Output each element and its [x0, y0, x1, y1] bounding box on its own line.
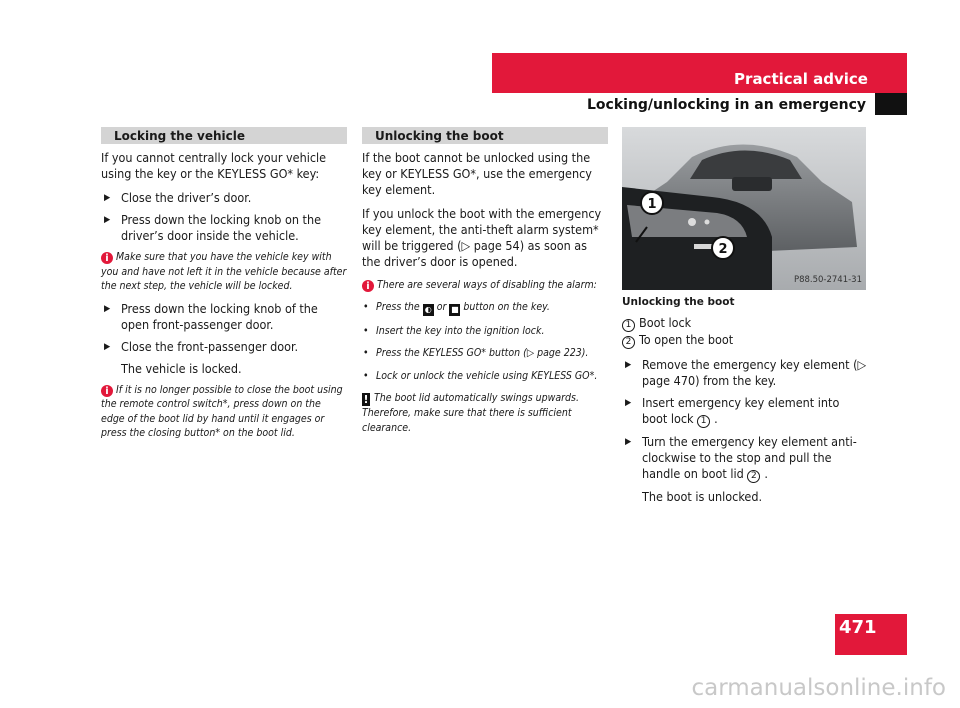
info-note: i Make sure that you have the vehicle key with you and have not left it in the vehicle because after the next step, the vehicle will be locked. [101, 251, 347, 292]
boot-photo [622, 127, 866, 290]
bullet-item: • Lock or unlock the vehicle using KEYLESS GO*. [363, 369, 598, 382]
info-icon: i [362, 280, 374, 292]
warning-icon: ! [363, 393, 369, 406]
step-arrow-icon: ▶ [625, 437, 632, 447]
section-heading-locking: Locking the vehicle [101, 127, 347, 144]
step-arrow-icon: ▶ [104, 215, 111, 225]
bullet-item: • Press the KEYLESS GO* button (▷ page 223). [363, 347, 589, 359]
step-arrow-icon: ▶ [104, 193, 111, 203]
legend-item: 2 To open the boot [622, 332, 868, 349]
header-tab [875, 93, 907, 115]
unlock-icon: ◐ [423, 304, 434, 316]
step-item: ▶ Close the front-passenger door. [104, 338, 299, 354]
paragraph: If the boot cannot be unlocked using the key or KEYLESS GO*, use the emergency key element. [362, 150, 592, 197]
column-illustration [622, 127, 868, 511]
info-note: i There are several ways of disabling the alarm: [362, 278, 608, 293]
bullet-item: • Press the ◐ or ■ button on the key. [363, 300, 550, 314]
section-title: Practical advice [734, 70, 868, 88]
number-badge: 1 [697, 415, 710, 428]
callout-1: 1 [647, 197, 657, 212]
result-text: The boot is unlocked. [642, 489, 763, 504]
number-badge: 2 [622, 336, 635, 349]
boot-illustration [622, 127, 866, 290]
info-note: i If it is no longer possible to close the boot using the remote control switch*, press down on the edge of the boot lid by hand until it engages or press the closing button* on the boot lid. [101, 383, 343, 439]
chapter-title: Locking/unlocking in an emergency [587, 97, 866, 113]
step-arrow-icon: ▶ [104, 303, 111, 314]
page-number: 471 [839, 617, 877, 638]
step-item: ▶ Close the driver’s door. [104, 190, 252, 205]
step-item: ▶ Turn the emergency key element anti-clockwise to the stop and pull the handle on boot lid 2 . [625, 434, 857, 481]
info-icon: i [101, 385, 113, 397]
step-item: ▶ Press down the locking knob of the open front-passenger door. [104, 300, 318, 332]
step-item: ▶ Press down the locking knob on the driver’s door inside the vehicle. [104, 212, 321, 243]
bullet-icon: • [363, 324, 369, 337]
number-badge: 2 [747, 470, 760, 483]
info-icon: i [101, 252, 113, 264]
watermark: carmanualsonline.info [691, 675, 946, 701]
image-reference: P88.50-2741-31 [793, 275, 862, 285]
step-arrow-icon: ▶ [104, 341, 111, 352]
legend [622, 315, 868, 349]
bullet-icon: • [363, 347, 369, 359]
bullet-icon: • [363, 369, 369, 382]
bullet-icon: • [363, 300, 369, 313]
paragraph: If you unlock the boot with the emergency key element, the anti-theft alarm system* will be triggered (▷ page 54) as soon as the driver’s door is opened. [362, 206, 602, 269]
result-text: The vehicle is locked. [121, 360, 242, 376]
step-item: ▶ Insert emergency key element into boot lock 1 . [625, 395, 840, 426]
lock-icon: ■ [451, 304, 459, 314]
image-caption: Unlocking the boot [622, 296, 735, 308]
bullet-item: • Insert the key into the ignition lock. [363, 324, 545, 337]
callout-2: 2 [718, 242, 728, 257]
step-item: ▶ Remove the emergency key element (▷ page 470) from the key. [625, 357, 867, 388]
step-arrow-icon: ▶ [625, 360, 632, 370]
legend-item: 1 Boot lock [622, 315, 868, 332]
column-unlocking-boot [362, 127, 608, 442]
number-badge: 1 [622, 319, 635, 332]
column-locking-vehicle [101, 127, 347, 448]
warning-note: ! The boot lid automatically swings upwards. Therefore, make sure that there is sufficient clearance. [362, 392, 579, 434]
section-heading-unlocking: Unlocking the boot [362, 127, 608, 144]
intro-text: If you cannot centrally lock your vehicle using the key or the KEYLESS GO* key: [101, 150, 327, 181]
step-arrow-icon: ▶ [625, 398, 632, 408]
